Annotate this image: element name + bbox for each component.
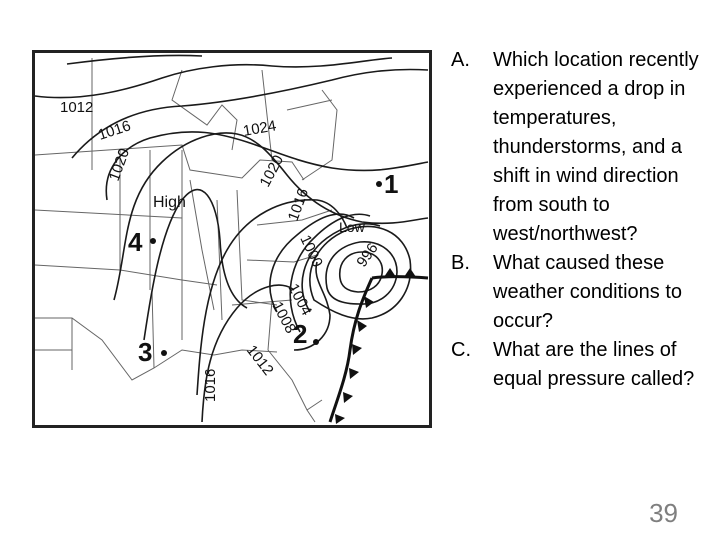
location-label-1: 1 <box>384 169 399 199</box>
slide-number: 39 <box>649 498 678 528</box>
location-dot <box>150 238 156 244</box>
question-list <box>451 46 713 394</box>
location-dot <box>376 181 382 187</box>
isobar-label: 1004 <box>284 280 316 319</box>
location-label-2: 2 <box>293 319 308 349</box>
question-letter: C. <box>451 339 471 361</box>
location-dot <box>161 350 167 356</box>
isobar-label: 1016 <box>202 368 219 402</box>
isobar-label: 1000 <box>296 232 326 270</box>
question-item <box>451 249 713 336</box>
weather-map-svg <box>32 50 432 428</box>
low-pressure-label: Low <box>339 219 365 235</box>
isobar-label: 1024 <box>241 117 278 140</box>
question-item <box>451 46 713 249</box>
isobar-label: 1012 <box>60 99 94 116</box>
isobar-label: 996 <box>353 240 382 271</box>
question-text: Which location recently experienced a drop in temperatures, thunderstorms, and a shift in wind direction from south to west/northwest? <box>493 49 699 245</box>
question-text: What are the lines of equal pressure called? <box>493 339 695 390</box>
question-letter: B. <box>451 252 470 274</box>
weather-map <box>32 50 432 428</box>
isobar-label: 1008 <box>268 298 300 337</box>
location-dot <box>313 339 319 345</box>
question-letter: A. <box>451 49 470 71</box>
isobar-label: 1016 <box>95 117 133 144</box>
isobar-label: 1020 <box>105 146 134 184</box>
isobar-label: 1020 <box>256 152 288 190</box>
question-item <box>451 336 713 394</box>
isobar-label: 1016 <box>284 186 313 224</box>
location-label-3: 3 <box>138 337 153 367</box>
location-label-4: 4 <box>128 227 143 257</box>
high-pressure-label: High <box>153 194 186 211</box>
question-text: What caused these weather conditions to occur? <box>493 252 683 332</box>
isobar-label: 1012 <box>242 341 277 379</box>
